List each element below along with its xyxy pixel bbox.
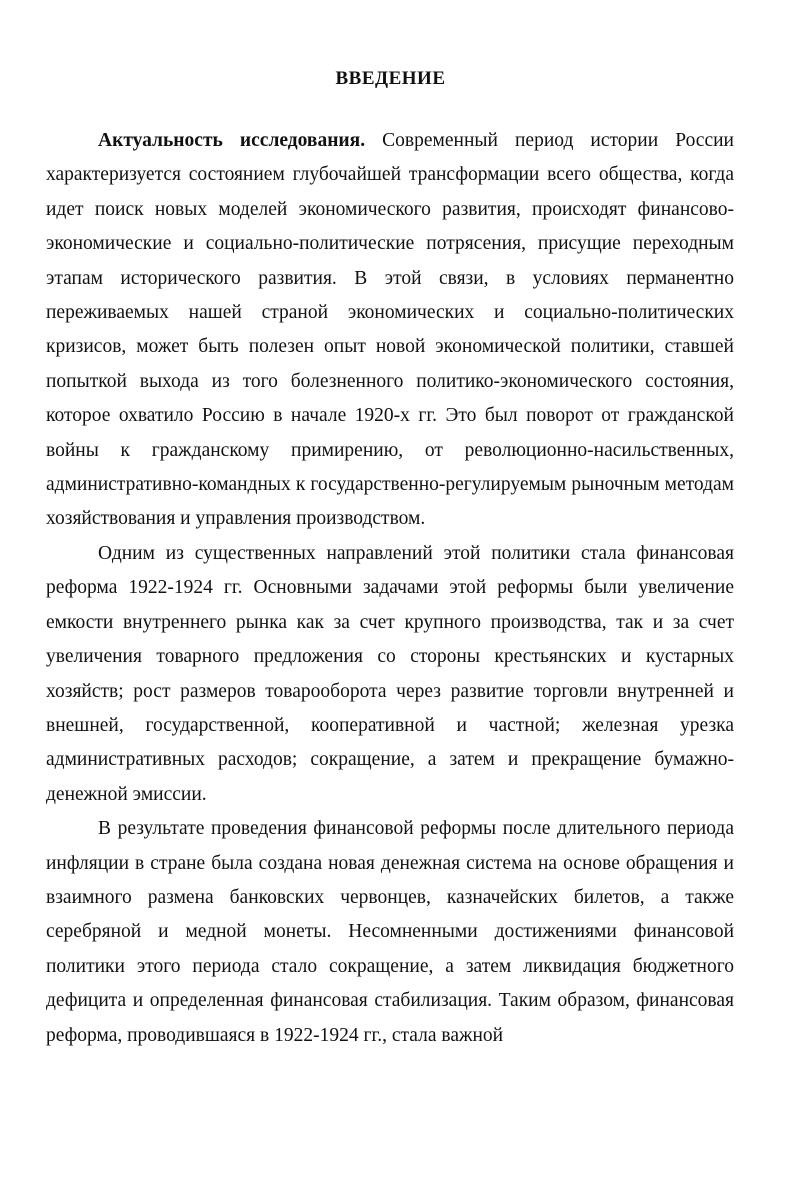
paragraph-lead: Актуальность исследования. [98, 130, 366, 151]
paragraph-text: Современный период истории России характеризуется состоянием глубочайшей трансформации всего общества, когда идет поиск новых моделей экономического развития, происходят финансово-экономические и социально-политические потрясения, присущие переходным этапам исторического развития. В этой связи, в условиях перманентно переживаемых нашей страной экономических и социально-политических кризисов, может быть полезен опыт новой экономической политики, ставшей попыткой выхода из того болезненного политико-экономического состояния, которое охватило Россию в начале 1920-х гг. Это был поворот от гражданской войны к гражданскому примирению, от революционно-насильственных, административно-командных к государственно-регулируемым рыночным методам хозяйствования и управления производством. [46, 130, 734, 530]
paragraph-text: В результате проведения финансовой реформы после длительного периода инфляции в стране была создана новая денежная система на основе обращения и взаимного размена банковских червонцев, казначейских билетов, а также серебряной и медной монеты. Несомненными достижениями финансовой политики этого периода стало сокращение, а затем ликвидация бюджетного дефицита и определенная финансовая стабилизация. Таким образом, финансовая реформа, проводившаяся в 1922-1924 гг., стала важной [46, 818, 734, 1046]
document-body [46, 124, 734, 1053]
page-title: ВВЕДЕНИЕ [335, 68, 446, 89]
paragraph-financial-reform [46, 537, 734, 812]
paragraph-reform-results [46, 812, 734, 1053]
paragraph-text: Одним из существенных направлений этой политики стала финансовая реформа 1922-1924 гг. Основными задачами этой реформы были увеличение емкости внутреннего рынка как за счет крупного производства, так и за счет увеличения товарного предложения со стороны крестьянских и кустарных хозяйств; рост размеров товарооборота через развитие торговли внутренней и внешней, государственной, кооперативной и частной; железная урезка административных расходов; сокращение, а затем и прекращение бумажно-денежной эмиссии. [46, 542, 734, 805]
paragraph-relevance [46, 124, 734, 537]
